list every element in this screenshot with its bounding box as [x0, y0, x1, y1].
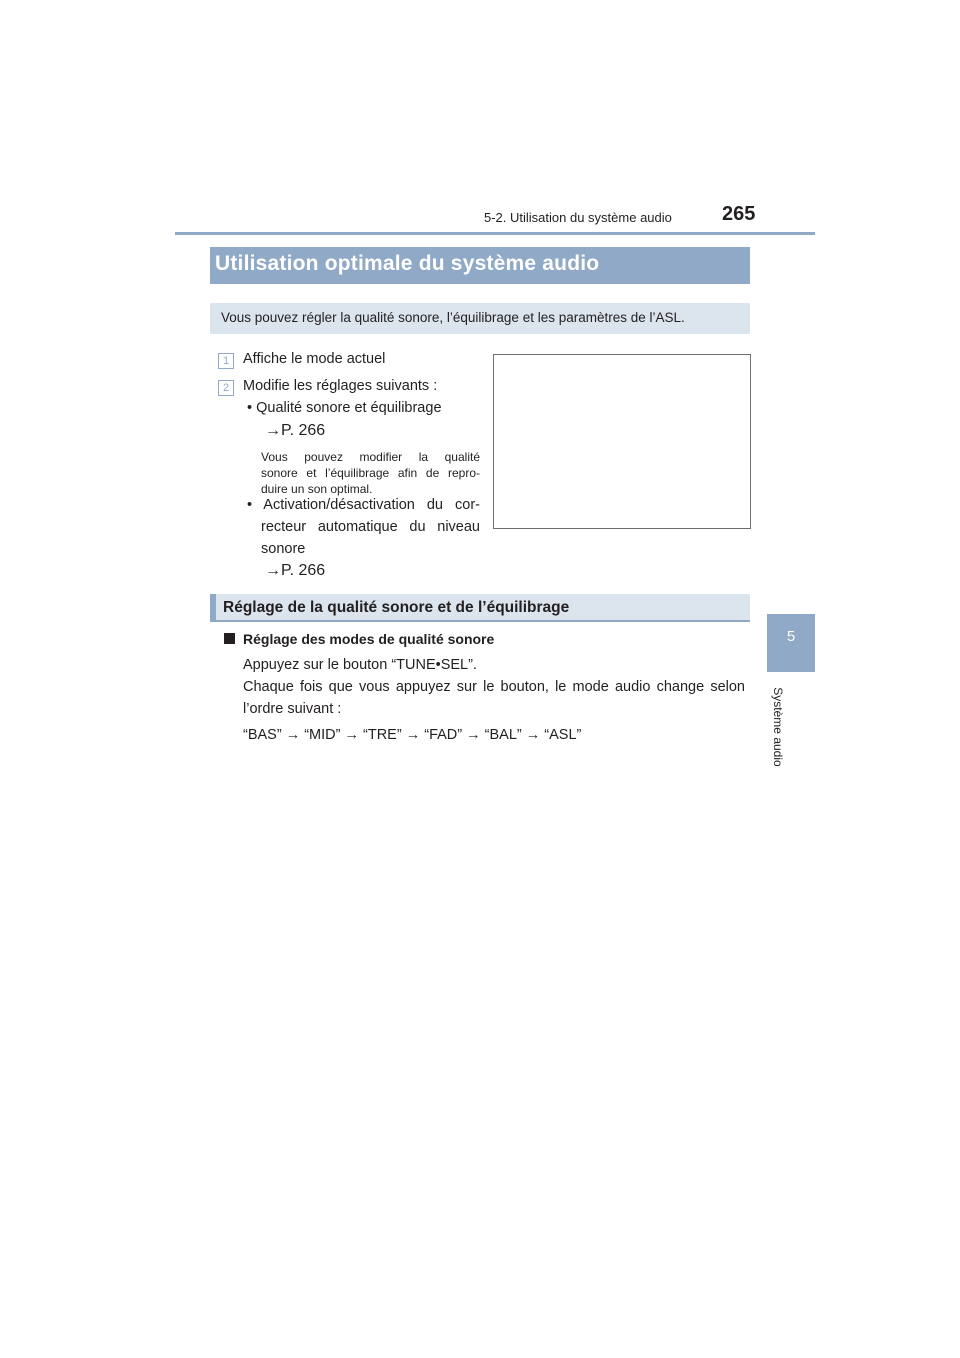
chapter-tab-number: 5 [786, 628, 796, 645]
chapter-tab-label: Système audio [771, 687, 785, 767]
running-header-section: 5-2. Utilisation du système audio [484, 210, 672, 225]
page-number: 265 [722, 203, 756, 225]
item-1-text: Affiche le mode actuel [243, 351, 386, 367]
callout-number-1: 1 [218, 353, 234, 369]
page-title: Utilisation optimale du système audio [215, 252, 600, 275]
subhead-square-icon [224, 633, 235, 644]
bullet-1-label: • Qualité sonore et équilibrage [247, 400, 442, 416]
section-title: Réglage de la qualité sonore et de l’équilibrage [223, 599, 570, 616]
bullet-2-line-2: recteur automatique du niveau [261, 519, 480, 535]
bullet-1-ref: →P. 266 [265, 422, 326, 439]
callout-number-2: 2 [218, 380, 234, 396]
mode-sequence: “BAS” → “MID” → “TRE” → “FAD” → “BAL” → “ASL” [243, 727, 582, 743]
section-bar-edge [210, 594, 216, 622]
paragraph-2-line-2: l’ordre suivant : [243, 701, 342, 717]
paragraph-1: Appuyez sur le bouton “TUNE•SEL”. [243, 657, 477, 673]
bullet-2-line-1: • Activation/désactivation du cor- [247, 497, 480, 513]
bullet-2-ref: →P. 266 [265, 562, 326, 579]
bullet-1-note-line-3: duire un son optimal. [261, 482, 373, 496]
item-2-text: Modifie les réglages suivants : [243, 378, 438, 394]
header-rule [175, 232, 815, 235]
bullet-1-note-line-2: sonore et l’équilibrage afin de repro- [261, 466, 480, 480]
intro-text: Vous pouvez régler la qualité sonore, l’équilibrage et les paramètres de l’ASL. [221, 310, 685, 325]
audio-unit-illustration [493, 354, 751, 529]
subheading: Réglage des modes de qualité sonore [243, 631, 495, 647]
bullet-2-line-3: sonore [261, 541, 306, 557]
bullet-1-note-line-1: Vous pouvez modifier la qualité [261, 450, 480, 464]
paragraph-2-line-1: Chaque fois que vous appuyez sur le bouton, le mode audio change selon [243, 679, 745, 695]
